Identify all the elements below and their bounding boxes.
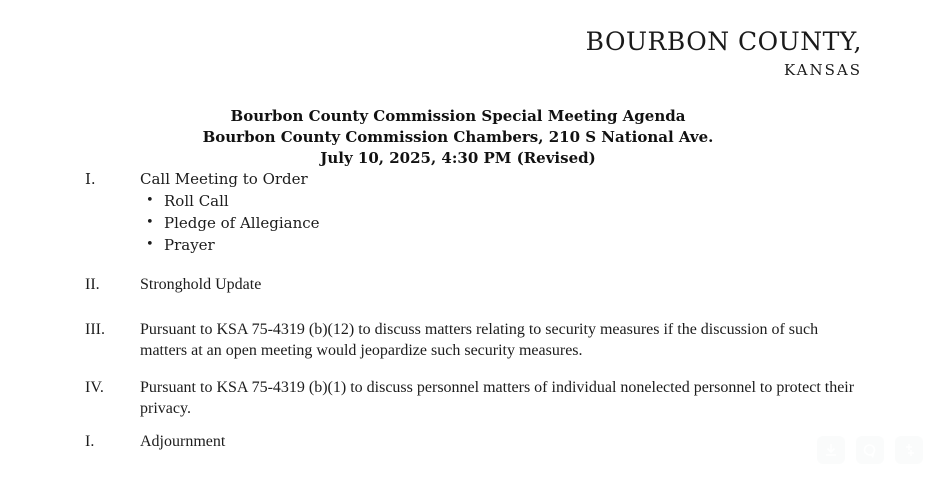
agenda-item-security-session [0,319,934,361]
agenda-item-text: Adjournment [140,433,226,450]
county-name: BOURBON COUNTY, [585,27,862,56]
bullet-text: Prayer [164,236,215,254]
list-item [140,212,858,234]
agenda-item-text: Call Meeting to Order [140,170,308,188]
agenda-item-text: Pursuant to KSA 75-4319 (b)(1) to discuss personnel matters of individual nonelected personnel to protect their privacy. [140,379,855,417]
county-letterhead [586,27,862,79]
county-state: KANSAS [784,61,862,79]
agenda-item-text: Stronghold Update [140,276,262,293]
agenda-sublist [140,190,858,256]
list-item [140,190,858,212]
bullet-text: Pledge of Allegiance [164,214,320,232]
download-button[interactable] [817,436,845,464]
agenda-title-block [0,106,916,169]
list-item [140,234,858,256]
agenda-item-numeral: IV. [85,379,104,396]
bullet-text: Roll Call [164,192,229,210]
bullet-icon: • [146,237,154,252]
rotate-icon [862,442,878,458]
zoom-in-button[interactable] [895,436,923,464]
download-icon [823,442,839,458]
agenda-item-personnel-session [0,377,934,419]
agenda-item-stronghold-update [0,274,934,295]
agenda-item-numeral: II. [85,276,100,293]
agenda-item-text: Pursuant to KSA 75-4319 (b)(12) to discuss matters relating to security measures if the discussion of such matters at an open meeting would jeopardize such security measures. [140,321,819,359]
zoom-in-icon [901,442,917,458]
agenda-item-numeral: III. [85,321,105,338]
agenda-item-numeral: I. [85,170,96,188]
agenda-title: Bourbon County Commission Special Meeting Agenda [230,107,686,125]
bullet-icon: • [146,215,154,230]
rotate-button[interactable] [856,436,884,464]
agenda-location: Bourbon County Commission Chambers, 210 S National Ave. [202,128,714,146]
agenda-item-call-to-order [0,168,934,256]
bullet-icon: • [146,193,154,208]
viewer-overlay-controls [817,436,923,464]
agenda-item-numeral: I. [85,433,95,450]
agenda-datetime: July 10, 2025, 4:30 PM (Revised) [320,149,596,167]
agenda-item-adjournment [0,431,934,452]
